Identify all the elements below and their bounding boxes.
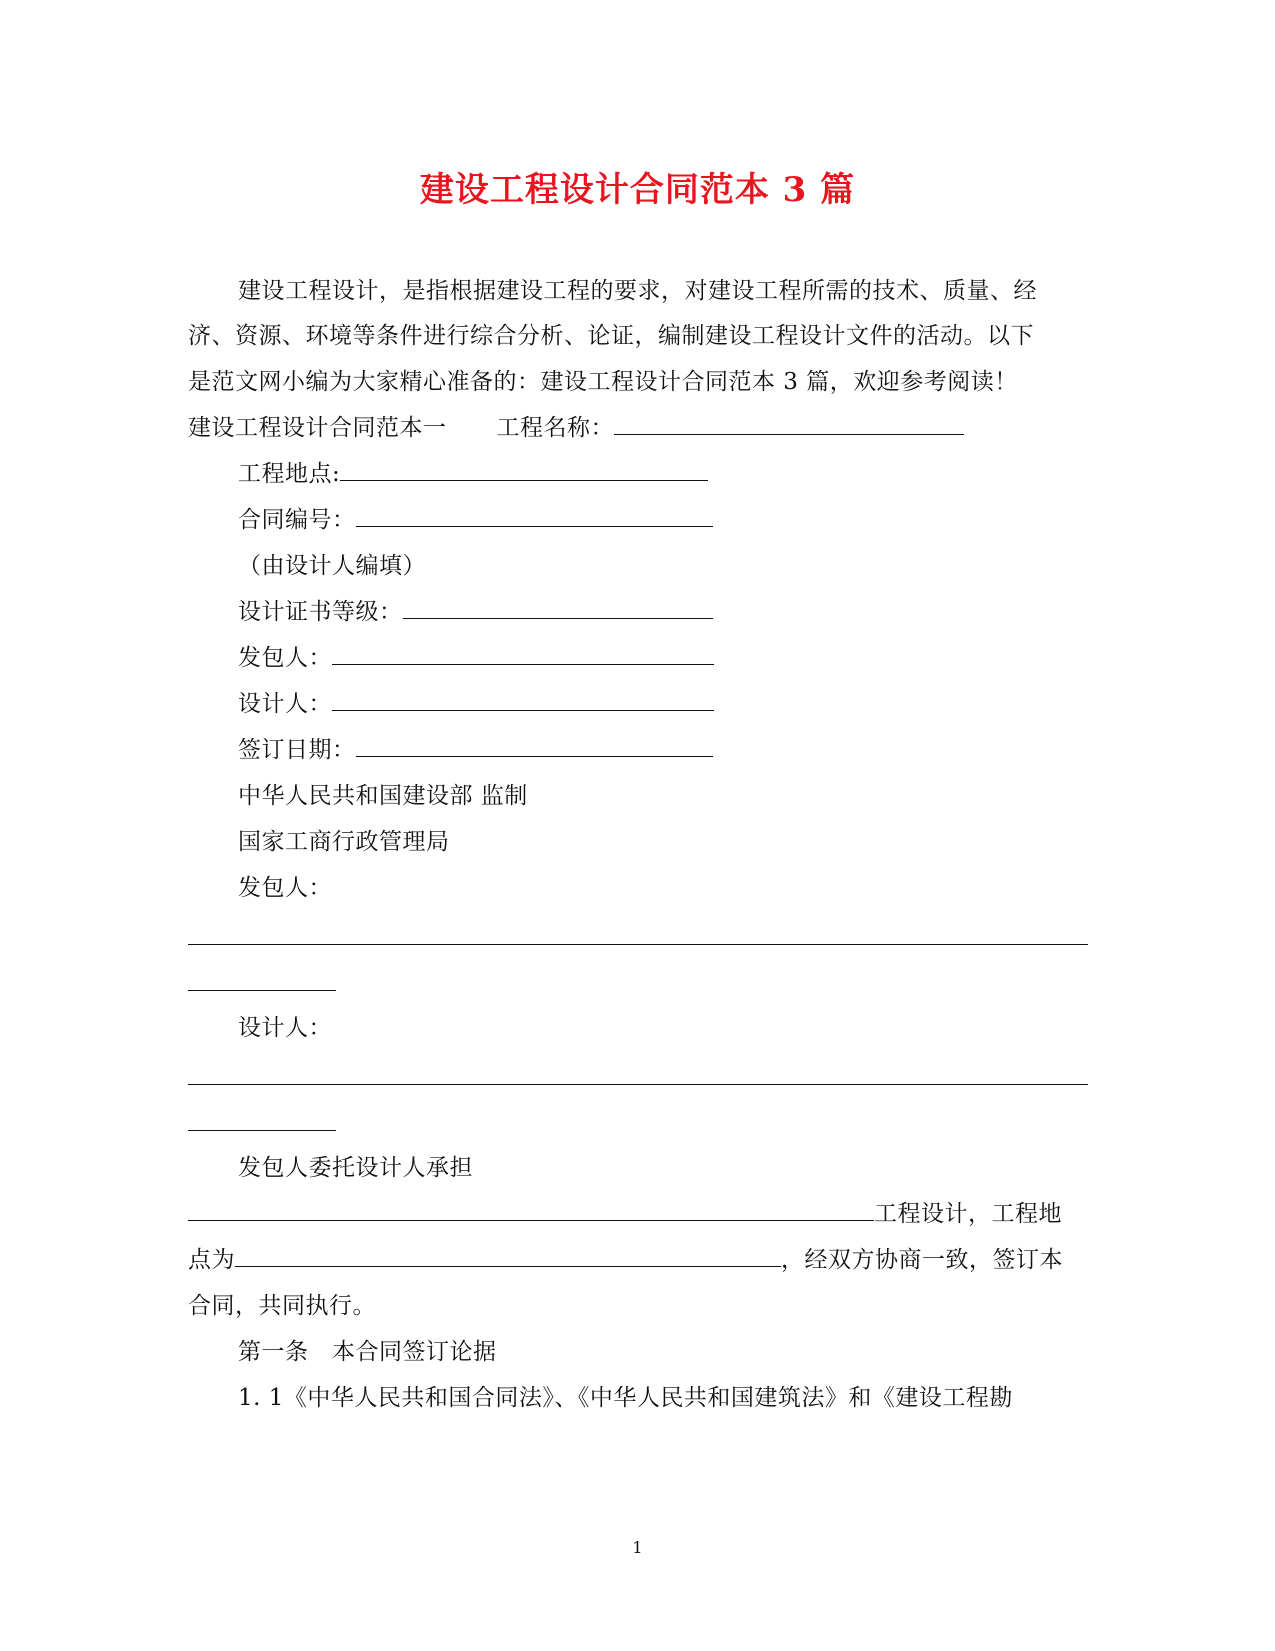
cert-grade-blank bbox=[403, 596, 713, 619]
commission-project-blank bbox=[188, 1198, 874, 1221]
filled-by-designer-note: （由设计人编填） bbox=[238, 553, 426, 579]
party-client-blank-line-1 bbox=[188, 944, 1088, 945]
client-blank bbox=[332, 642, 714, 665]
clause-1-1: 1. 1《中华人民共和国合同法》、《中华人民共和国建筑法》和《建设工程勘 bbox=[238, 1385, 1013, 1411]
article-1-heading: 第一条 本合同签订论据 bbox=[238, 1339, 497, 1365]
designer-row bbox=[238, 688, 714, 720]
section-heading: 建设工程设计合同范本一 bbox=[188, 415, 447, 441]
party-client-label: 发包人： bbox=[238, 875, 332, 901]
contract-no-label: 合同编号： bbox=[238, 507, 356, 533]
project-location-blank bbox=[340, 458, 708, 481]
supervision-bureau: 国家工商行政管理局 bbox=[238, 829, 450, 855]
contract-no-row bbox=[238, 504, 713, 536]
client-label: 发包人： bbox=[238, 645, 332, 671]
party-designer-blank-line-1 bbox=[188, 1084, 1088, 1085]
cert-grade-label: 设计证书等级： bbox=[238, 599, 403, 625]
commission-location-row bbox=[188, 1244, 1063, 1276]
commission-closing: 合同，共同执行。 bbox=[188, 1293, 376, 1319]
intro-line-2: 济、资源、环境等条件进行综合分析、论证，编制建设工程设计文件的活动。以下 bbox=[188, 323, 1034, 349]
intro-line-1: 建设工程设计，是指根据建设工程的要求，对建设工程所需的技术、质量、经 bbox=[238, 278, 1037, 304]
commission-location-blank bbox=[235, 1244, 781, 1267]
page-number: 1 bbox=[632, 1538, 643, 1557]
project-location-label: 工程地点: bbox=[238, 461, 341, 487]
commission-project-tail: 工程设计，工程地 bbox=[874, 1201, 1062, 1227]
cert-grade-row bbox=[238, 596, 713, 628]
section-heading-row bbox=[188, 412, 964, 444]
designer-label: 设计人： bbox=[238, 691, 332, 717]
sign-date-blank bbox=[356, 734, 713, 757]
commission-location-head: 点为 bbox=[188, 1247, 235, 1273]
project-name-label: 工程名称： bbox=[496, 415, 614, 441]
designer-blank bbox=[332, 688, 714, 711]
project-name-blank bbox=[614, 412, 964, 435]
sign-date-row bbox=[238, 734, 713, 766]
intro-line-3: 是范文网小编为大家精心准备的：建设工程设计合同范本 3 篇，欢迎参考阅读！ bbox=[188, 369, 1018, 395]
contract-no-blank bbox=[356, 504, 713, 527]
party-designer-blank-line-2 bbox=[188, 1130, 336, 1131]
party-designer-label: 设计人： bbox=[238, 1015, 332, 1041]
commission-location-tail: ，经双方协商一致，签订本 bbox=[781, 1247, 1063, 1273]
project-location-row bbox=[238, 458, 708, 490]
supervision-ministry: 中华人民共和国建设部 监制 bbox=[238, 783, 528, 809]
commission-lead: 发包人委托设计人承担 bbox=[238, 1155, 473, 1181]
client-row bbox=[238, 642, 714, 674]
document-title: 建设工程设计合同范本 3 篇 bbox=[419, 170, 856, 210]
sign-date-label: 签订日期： bbox=[238, 737, 356, 763]
commission-project-row bbox=[188, 1198, 1062, 1230]
party-client-blank-line-2 bbox=[188, 990, 336, 991]
